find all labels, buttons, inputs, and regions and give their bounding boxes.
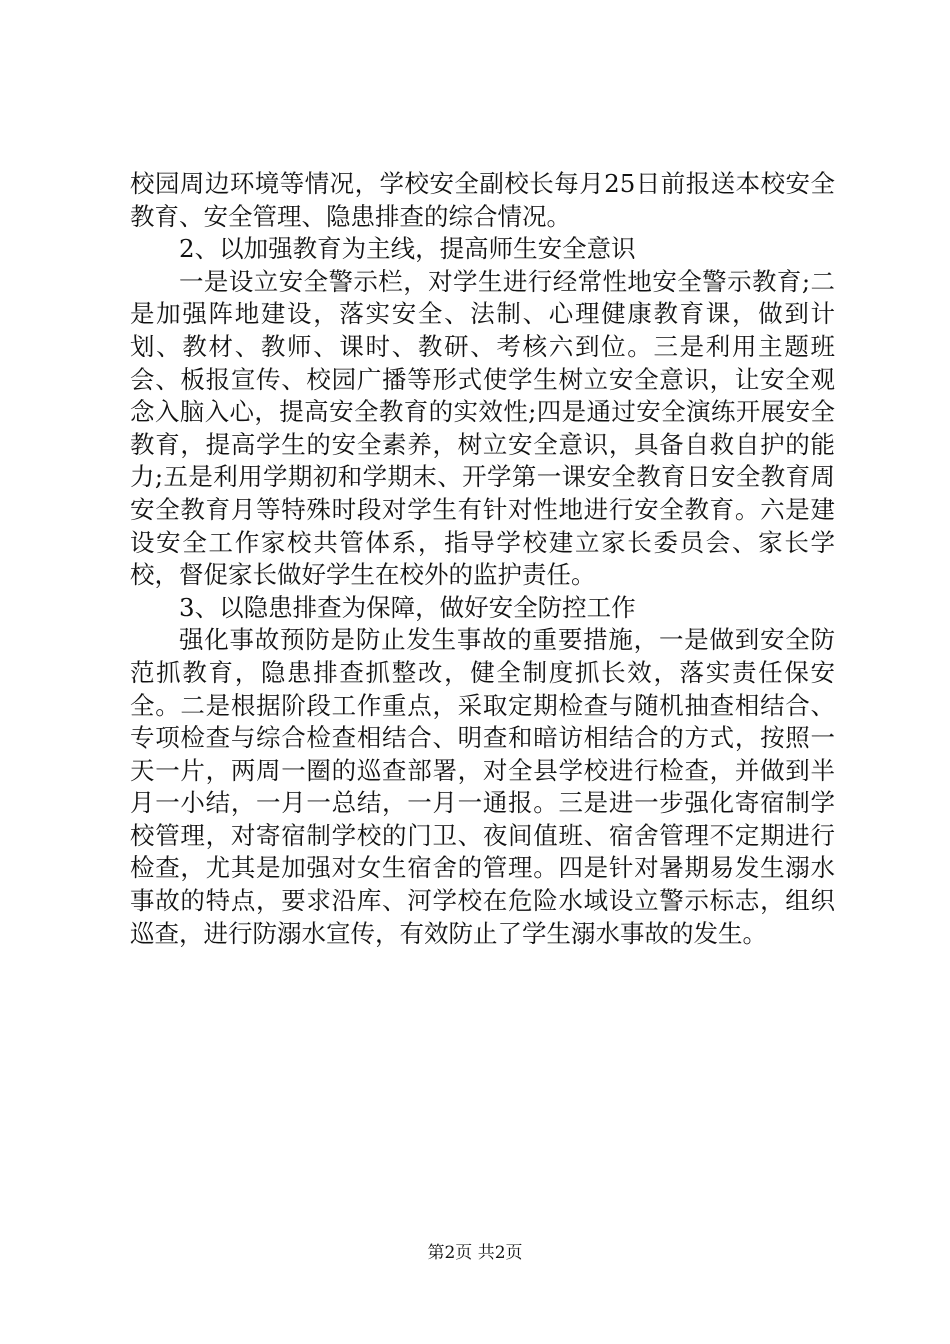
paragraph-hazard-measures: 强化事故预防是防止发生事故的重要措施，一是做到安全防范抓教育，隐患排查抓整改，健全制度抓长效，落实责任保安全。二是根据阶段工作重点，采取定期检查与随机抽查相结合、专项检查与综合检查相结合、明查和暗访相结合的方式，按照一天一片，两周一圈的巡查部署，对全县学校进行检查，并做到半月一小结，一月一总结，一月一通报。三是进一步强化寄宿制学校管理，对寄宿制学校的门卫、夜间值班、宿舍管理不定期进行检查，尤其是加强对女生宿舍的管理。四是针对暑期易发生溺水事故的特点，要求沿库、河学校在危险水域设立警示标志，组织巡查，进行防溺水宣传，有效防止了学生溺水事故的发生。 [130, 625, 835, 948]
section-heading-hazard-inspection: 3、以隐患排查为保障，做好安全防控工作 [179, 592, 636, 622]
document-body [130, 168, 835, 950]
page-number-label: 第2页 共2页 [427, 1243, 523, 1263]
section-heading-education: 2、以加强教育为主线，提高师生安全意识 [179, 234, 636, 264]
paragraph-education-measures: 一是设立安全警示栏，对学生进行经常性地安全警示教育;二是加强阵地建设，落实安全、法制、心理健康教育课，做到计划、教材、教师、课时、教研、考核六到位。三是利用主题班会、板报宣传、校园广播等形式使学生树立安全意识，让安全观念入脑入心，提高安全教育的实效性;四是通过安全演练开展安全教育，提高学生的安全素养，树立安全意识，具备自救自护的能力;五是利用学期初和学期末、开学第一课安全教育日安全教育周安全教育月等特殊时段对学生有针对性地进行安全教育。六是建设安全工作家校共管体系，指导学校建立家长委员会、家长学校，督促家长做好学生在校外的监护责任。 [130, 266, 835, 590]
page-footer [0, 1242, 950, 1264]
paragraph-continuation: 校园周边环境等情况，学校安全副校长每月25日前报送本校安全教育、安全管理、隐患排查的综合情况。 [130, 169, 835, 231]
